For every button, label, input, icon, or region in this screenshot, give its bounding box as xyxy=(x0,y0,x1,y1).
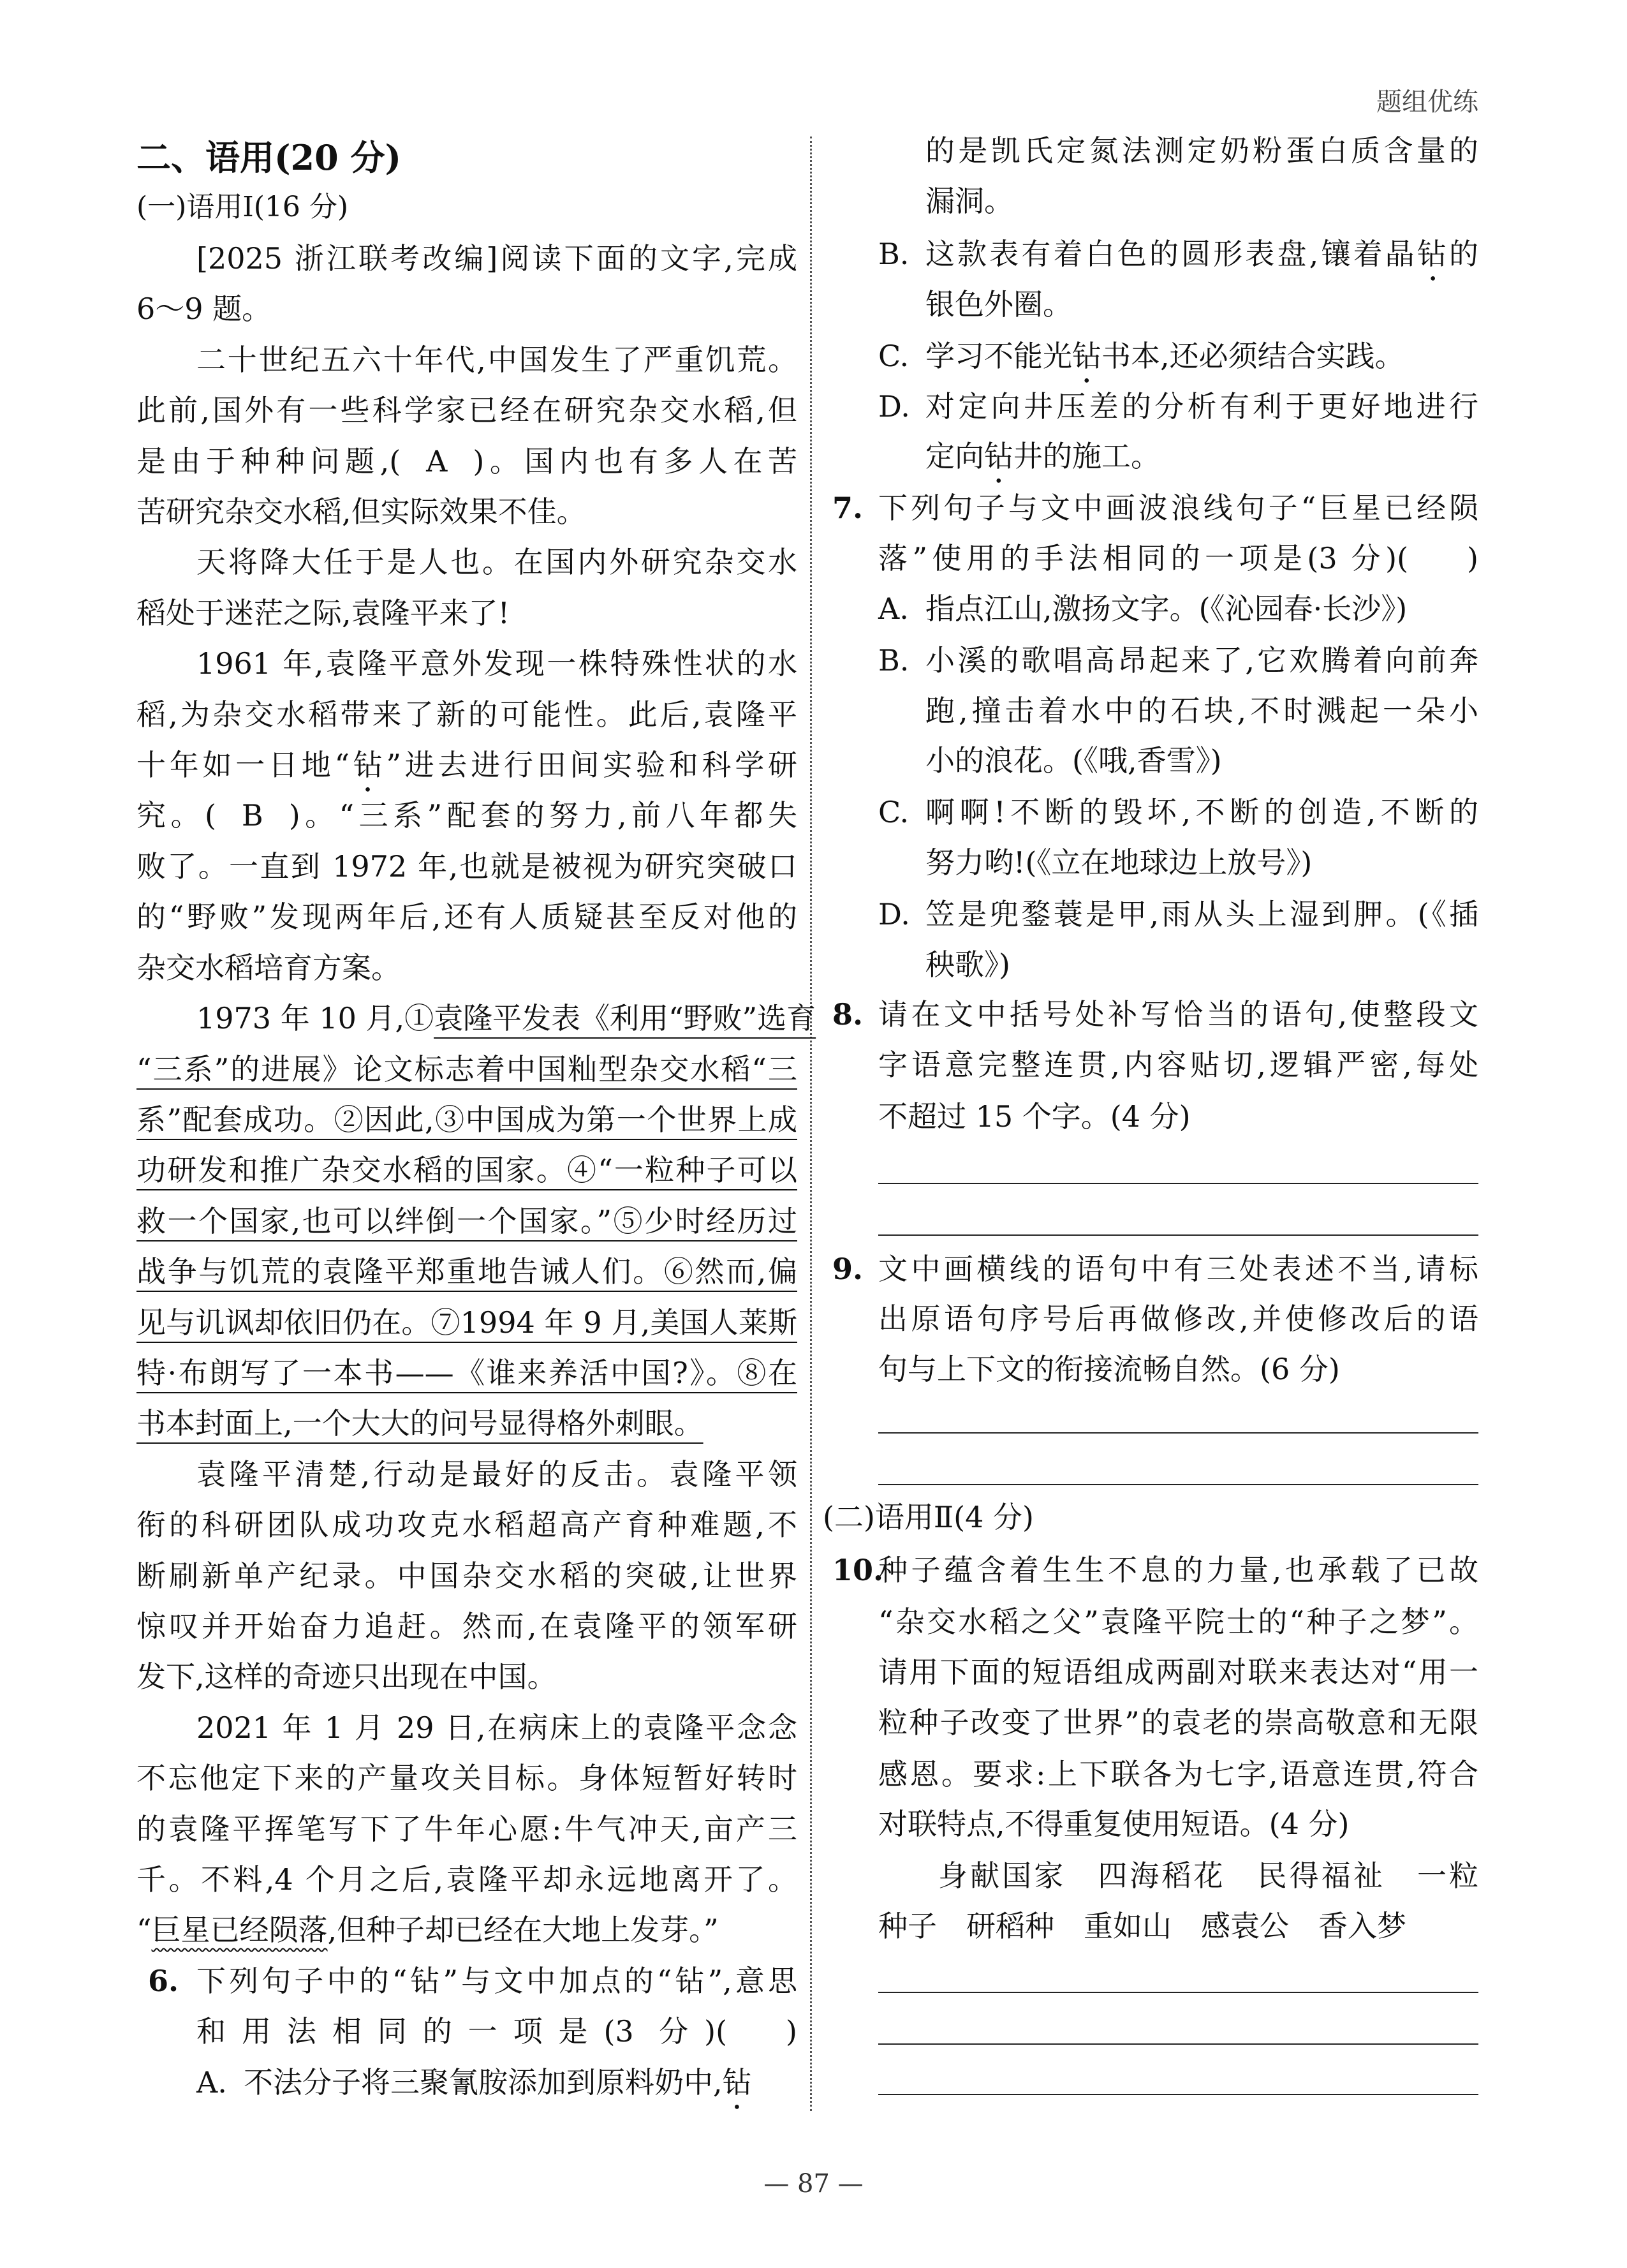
text-line xyxy=(136,1904,797,1955)
answer-line[interactable] xyxy=(878,1432,1478,1434)
question-number: 10. xyxy=(832,1553,884,1587)
text-line xyxy=(878,1596,1478,1647)
text-line xyxy=(878,1091,1478,1142)
text-line xyxy=(136,1196,797,1247)
option-line xyxy=(878,583,1478,634)
text-segment: 袁隆平清楚,行动是最好的反击。袁隆平领 xyxy=(196,1457,797,1492)
text-line xyxy=(136,1094,797,1145)
text-segment: 文中画横线的语句中有三处表述不当,请标 xyxy=(878,1252,1478,1286)
text-line xyxy=(196,638,797,689)
text-segment: (二)语用Ⅱ(4 分) xyxy=(823,1500,1034,1534)
text-segment: 发下,这样的奇迹只出现在中国。 xyxy=(136,1659,557,1694)
text-segment: 是由于种种问题,( xyxy=(136,444,401,478)
subsection-title: (一)语用Ⅰ(16 分) xyxy=(136,191,349,223)
text-line xyxy=(136,1297,797,1348)
text-line xyxy=(196,233,797,284)
page-number: — 87 — xyxy=(763,2169,864,2198)
text-segment: 小溪的歌唱高昂起来了,它欢腾着向前奔 xyxy=(925,643,1478,678)
text-segment: 定向 xyxy=(925,439,984,473)
answer-line[interactable] xyxy=(878,1183,1478,1184)
text-line xyxy=(878,1039,1478,1090)
text-line xyxy=(196,993,816,1044)
text-segment: 稻,为杂交水稻带来了新的可能性。此后,袁隆平 xyxy=(136,697,797,732)
option-line xyxy=(878,228,1478,279)
text-line xyxy=(878,533,1478,584)
text-line xyxy=(136,1246,797,1297)
text-line xyxy=(136,689,797,740)
text-segment: 6～9 题。 xyxy=(136,292,272,326)
text-line xyxy=(136,436,797,487)
text-segment: “ xyxy=(136,1913,152,1947)
text-segment: “杂交水稻之父”袁隆平院士的“种子之梦”。 xyxy=(878,1605,1478,1639)
text-line xyxy=(136,385,797,436)
text-segment: 学习不能光 xyxy=(925,339,1072,373)
text-line xyxy=(925,431,1478,482)
option-letter: B. xyxy=(878,643,909,678)
option-letter: C. xyxy=(878,339,909,373)
text-segment: ”进去进行田间实验和科学研 xyxy=(386,748,797,782)
text-segment: 感恩。要求:上下联各为七字,语意连贯,符合 xyxy=(878,1757,1478,1791)
question-line xyxy=(832,989,1478,1040)
text-segment: 稻处于迷茫之际,袁隆平来了! xyxy=(136,596,510,630)
text-line xyxy=(136,1499,797,1550)
answer-bracket: ( ) xyxy=(1397,541,1478,575)
text-segment: )。国内也有多人在苦 xyxy=(473,444,797,478)
text-line xyxy=(925,735,1478,786)
emphasized-char: 钻 xyxy=(1417,237,1449,271)
text-line xyxy=(136,790,797,841)
text-line xyxy=(925,175,1478,226)
option-letter: D. xyxy=(878,389,910,424)
text-segment: 书本,还必须结合实践。 xyxy=(1101,339,1404,373)
text-line xyxy=(925,939,1478,990)
section-title: 二、语用(20 分) xyxy=(136,137,402,178)
question-line xyxy=(832,1545,1478,1596)
question-line xyxy=(148,1955,797,2006)
text-line xyxy=(823,1492,1478,1543)
text-segment: 下列句子中的“钻”与文中加点的“钻”,意思 xyxy=(196,1964,797,1998)
text-segment: 请在文中括号处补写恰当的语句,使整段文 xyxy=(878,997,1478,1032)
answer-bracket: ( ) xyxy=(716,2014,797,2049)
text-segment: 身献国家 四海稻花 民得福祉 一粒 xyxy=(938,1858,1478,1893)
text-segment: 对定向井压差的分析有利于更好地进行 xyxy=(925,389,1478,424)
text-line xyxy=(136,1601,797,1652)
text-line xyxy=(136,1804,797,1855)
text-segment: 小的浪花。(《哦,香雪》) xyxy=(925,743,1222,778)
option-letter: A. xyxy=(878,591,909,626)
text-segment: 不超过 15 个字。(4 分) xyxy=(878,1099,1191,1134)
text-segment: 不法分子将三聚氰胺添加到原料奶中, xyxy=(244,2065,723,2100)
text-segment: 天将降大任于是人也。在国内外研究杂交水 xyxy=(196,545,797,579)
underlined-text: 功研发和推广杂交水稻的国家。④“一粒种子可以 xyxy=(136,1153,797,1187)
text-line xyxy=(136,588,797,639)
text-segment: 究。( xyxy=(136,798,216,833)
question-number: 6. xyxy=(148,1964,179,1998)
text-segment: 惊叹并开始奋力追赶。然而,在袁隆平的领军研 xyxy=(136,1609,797,1643)
question-number: 8. xyxy=(832,997,864,1032)
wavy-underlined-text: 巨星已经陨落 xyxy=(151,1913,328,1947)
text-line xyxy=(136,1854,797,1905)
text-segment: 种子蕴含着生生不息的力量,也承载了已故 xyxy=(878,1553,1478,1587)
text-line xyxy=(136,841,797,892)
text-line xyxy=(925,837,1478,888)
text-line xyxy=(136,942,797,993)
text-line xyxy=(136,1651,797,1702)
text-segment: 下列句子与文中画波浪线句子“巨星已经陨 xyxy=(878,491,1478,525)
text-line xyxy=(136,1398,797,1449)
emphasized-char: 钻 xyxy=(350,748,387,782)
text-segment: 的袁隆平挥笔写下了牛年心愿:牛气冲天,亩产三 xyxy=(136,1812,797,1846)
text-line xyxy=(196,1449,797,1500)
text-line xyxy=(878,1344,1478,1395)
text-segment: 断刷新单产纪录。中国杂交水稻的突破,让世界 xyxy=(136,1559,797,1593)
text-segment: 跑,撞击着水中的石块,不时溅起一朵小 xyxy=(925,693,1478,728)
text-segment: 杂交水稻培育方案。 xyxy=(136,951,401,985)
text-segment: 的 xyxy=(1449,237,1478,271)
text-segment: 啊啊!不断的毁坏,不断的创造,不断的 xyxy=(925,795,1478,829)
text-segment: 指点江山,激扬文字。(《沁园春·长沙》) xyxy=(925,591,1408,626)
text-segment: 对联特点,不得重复使用短语。(4 分) xyxy=(878,1807,1350,1841)
text-line xyxy=(196,334,797,385)
text-line xyxy=(136,283,797,334)
answer-line[interactable] xyxy=(878,1234,1478,1236)
option-letter: C. xyxy=(878,795,909,829)
question-line xyxy=(832,482,1478,533)
text-segment: 出原语句序号后再做修改,并使修改后的语 xyxy=(878,1301,1478,1336)
text-segment: 漏洞。 xyxy=(925,184,1013,218)
answer-line[interactable] xyxy=(878,2094,1478,2095)
option-line xyxy=(878,787,1478,838)
text-segment: 井的施工。 xyxy=(1013,439,1160,473)
underlined-text: 救一个国家,也可以绊倒一个国家。”⑤少时经历过 xyxy=(136,1204,797,1238)
text-line xyxy=(878,1647,1478,1698)
option-line xyxy=(196,2057,797,2108)
text-line xyxy=(196,2006,797,2057)
column-divider xyxy=(810,137,812,2111)
text-segment: 落”使用的手法相同的一项是(3 分) xyxy=(878,541,1397,575)
text-line xyxy=(136,1145,797,1196)
text-line xyxy=(196,1702,797,1753)
text-segment: 2021 年 1 月 29 日,在病床上的袁隆平念念 xyxy=(196,1710,797,1745)
text-line xyxy=(878,1901,1478,1952)
underlined-text: 系”配套成功。②因此,③中国成为第一个世界上成 xyxy=(136,1102,797,1137)
option-letter: B. xyxy=(878,237,909,271)
text-line xyxy=(925,125,1478,176)
text-segment: 笠是兜鍪蓑是甲,雨从头上湿到胛。(《插 xyxy=(925,897,1478,931)
question-number: 9. xyxy=(832,1252,864,1286)
text-line xyxy=(136,1347,797,1398)
text-segment: 这款表有着白色的圆形表盘,镶着晶 xyxy=(925,237,1417,271)
emphasized-char: 钻 xyxy=(1072,339,1101,373)
text-line xyxy=(136,1044,797,1095)
text-segment: 和用法相同的一项是(3 分) xyxy=(196,2014,716,2049)
text-segment: 不忘他定下来的产量攻关目标。身体短暂好转时 xyxy=(136,1761,797,1795)
text-segment: 句与上下文的衔接流畅自然。(6 分) xyxy=(878,1352,1340,1386)
question-line xyxy=(832,1243,1478,1294)
underlined-text: “三系”的进展》论文标志着中国籼型杂交水稻“三 xyxy=(136,1052,797,1086)
answer-line[interactable] xyxy=(878,1484,1478,1485)
text-segment: )。“三系”配套的努力,前八年都失 xyxy=(288,798,797,833)
underlined-text: 特·布朗写了一本书——《谁来养活中国?》。⑧在 xyxy=(136,1356,797,1390)
underlined-text: 战争与饥荒的袁隆平郑重地告诫人们。⑥然而,偏 xyxy=(136,1254,797,1289)
text-line xyxy=(136,1550,797,1601)
text-line xyxy=(136,486,797,537)
option-line xyxy=(878,635,1478,686)
text-line xyxy=(925,685,1478,736)
text-line xyxy=(878,1697,1478,1748)
text-segment: 1973 年 10 月,① xyxy=(196,1001,434,1035)
option-line xyxy=(878,381,1478,432)
option-line xyxy=(878,330,1478,382)
text-segment: 粒种子改变了世界”的袁老的崇高敬意和无限 xyxy=(878,1705,1478,1740)
text-segment: 1961 年,袁隆平意外发现一株特殊性状的水 xyxy=(196,646,797,681)
text-line xyxy=(878,1798,1478,1849)
text-line xyxy=(878,1293,1478,1344)
text-segment: ,但种子却已经在大地上发芽。” xyxy=(327,1913,719,1947)
text-line xyxy=(136,739,797,790)
text-segment: 衔的科研团队成功攻克水稻超高产育种难题,不 xyxy=(136,1508,797,1542)
text-segment: 二十世纪五六十年代,中国发生了严重饥荒。 xyxy=(196,343,797,377)
text-segment: 的“野败”发现两年后,还有人质疑甚至反对他的 xyxy=(136,900,797,934)
underlined-text: 袁隆平发表《利用“野败”选育 xyxy=(434,1001,816,1035)
emphasized-char: 钻 xyxy=(722,2065,752,2100)
text-segment: 的是凯氏定氮法测定奶粉蛋白质含量的 xyxy=(925,133,1478,168)
text-segment: 字语意完整连贯,内容贴切,逻辑严密,每处 xyxy=(878,1048,1478,1082)
text-segment: [2025 浙江联考改编]阅读下面的文字,完成 xyxy=(196,241,797,276)
underlined-text: 见与讥讽却依旧仍在。⑦1994 年 9 月,美国人莱斯 xyxy=(136,1305,797,1340)
text-segment: 此前,国外有一些科学家已经在研究杂交水稻,但 xyxy=(136,393,797,427)
option-line xyxy=(878,889,1478,940)
option-letter: A. xyxy=(196,2065,227,2100)
option-letter: D. xyxy=(878,897,910,931)
answer-line[interactable] xyxy=(878,1992,1478,1993)
text-segment: 苦研究杂交水稻,但实际效果不佳。 xyxy=(136,494,586,529)
text-segment: 种子 研稻种 重如山 感袁公 香入梦 xyxy=(878,1909,1406,1943)
question-number: 7. xyxy=(832,491,864,525)
text-segment: 努力哟!(《立在地球边上放号》) xyxy=(925,845,1313,880)
emphasized-char: 钻 xyxy=(984,439,1013,473)
answer-line[interactable] xyxy=(878,2043,1478,2045)
text-line xyxy=(938,1850,1478,1901)
text-segment: 银色外圈。 xyxy=(925,287,1072,322)
header-label: 题组优练 xyxy=(1376,87,1478,117)
text-segment: 败了。一直到 1972 年,也就是被视为研究突破口 xyxy=(136,849,797,884)
text-segment: 秧歌》) xyxy=(925,947,1010,982)
text-segment: 千。不料,4 个月之后,袁隆平却永远地离开了。 xyxy=(136,1862,797,1897)
underlined-text: 书本封面上,一个大大的问号显得格外刺眼。 xyxy=(136,1406,703,1441)
filled-answer: A xyxy=(426,444,448,478)
text-segment: 请用下面的短语组成两副对联来表达对“用一 xyxy=(878,1655,1478,1689)
text-line xyxy=(878,1749,1478,1800)
text-line xyxy=(136,1753,797,1804)
text-line xyxy=(136,891,797,942)
text-line xyxy=(196,537,797,588)
filled-answer: B xyxy=(241,798,263,833)
text-line xyxy=(925,279,1478,330)
text-segment: 十年如一日地“ xyxy=(136,748,350,782)
